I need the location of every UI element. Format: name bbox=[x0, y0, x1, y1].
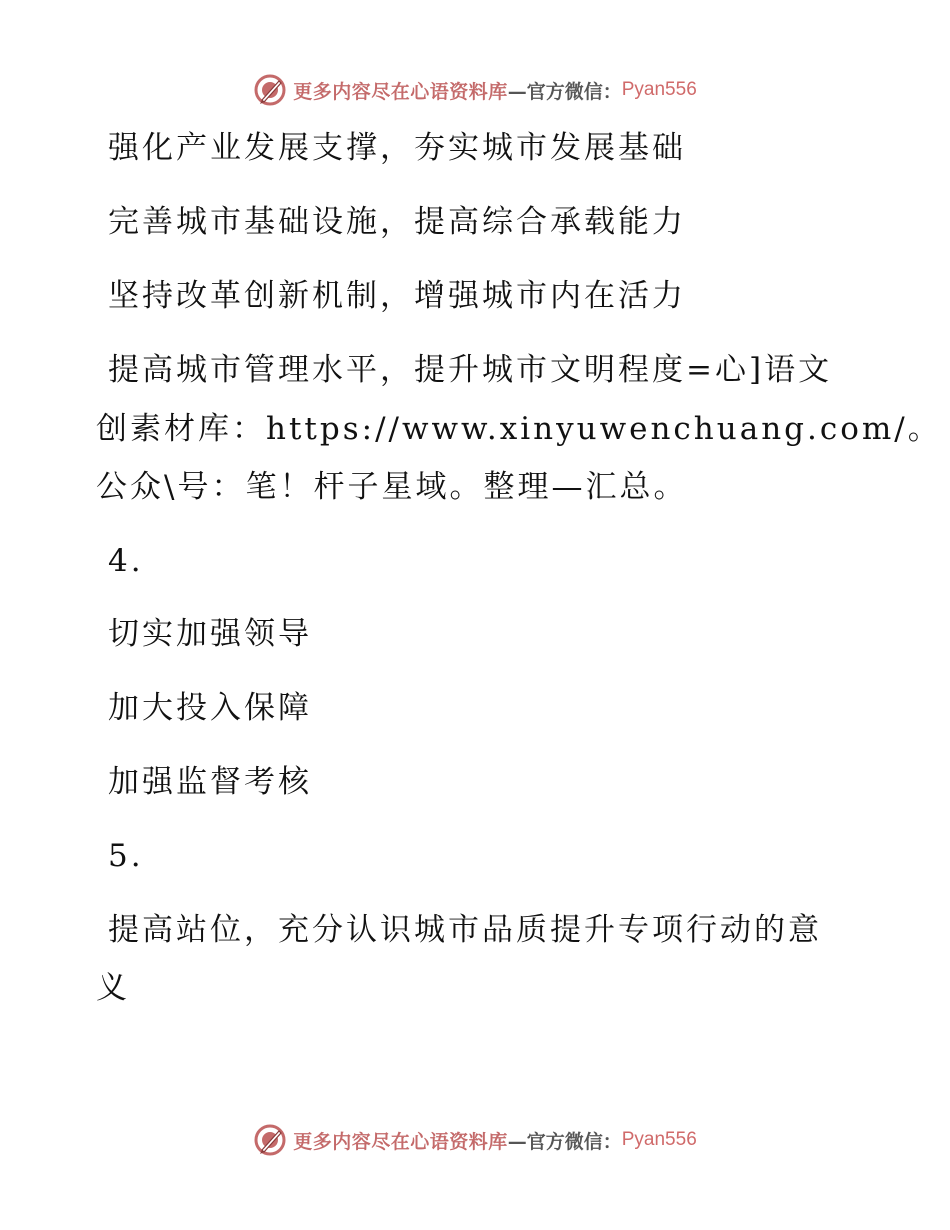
footer-banner-text bbox=[293, 1127, 697, 1154]
body-line: 切实加强领导 bbox=[108, 616, 312, 652]
header-wechat-id: Pyan556 bbox=[621, 79, 697, 100]
body-line: 坚持改革创新机制，增强城市内在活力 bbox=[108, 278, 686, 314]
body-line: 提高站位，充分认识城市品质提升专项行动的意 bbox=[108, 912, 822, 948]
body-line: 提高城市管理水平，提升城市文明程度=心]语文 bbox=[108, 352, 833, 388]
body-line: 完善城市基础设施，提高综合承载能力 bbox=[108, 204, 686, 240]
body-line: 加强监督考核 bbox=[108, 764, 312, 800]
body-line: 强化产业发展支撑，夯实城市发展基础 bbox=[108, 130, 686, 166]
header-banner bbox=[0, 70, 950, 110]
body-line: 加大投入保障 bbox=[108, 690, 312, 726]
pen-logo-icon bbox=[253, 1123, 287, 1157]
footer-banner bbox=[0, 1120, 950, 1160]
header-site-name: 更多内容尽在心语资料库 bbox=[293, 80, 508, 103]
footer-wechat-id: Pyan556 bbox=[621, 1129, 697, 1150]
header-banner-text bbox=[293, 77, 697, 104]
body-line: 创素材库：https://www.xinyuwenchuang.com/。 bbox=[96, 411, 942, 447]
footer-wechat-label: —官方微信： bbox=[507, 1130, 622, 1153]
footer-site-name: 更多内容尽在心语资料库 bbox=[293, 1130, 508, 1153]
list-number: 5. bbox=[108, 838, 144, 874]
list-number: 4. bbox=[108, 543, 144, 579]
body-line: 义 bbox=[96, 970, 130, 1006]
body-line: 公众\号：笔！杆子星域。整理—汇总。 bbox=[96, 469, 688, 505]
header-wechat-label: —官方微信： bbox=[507, 80, 622, 103]
pen-logo-icon bbox=[253, 73, 287, 107]
